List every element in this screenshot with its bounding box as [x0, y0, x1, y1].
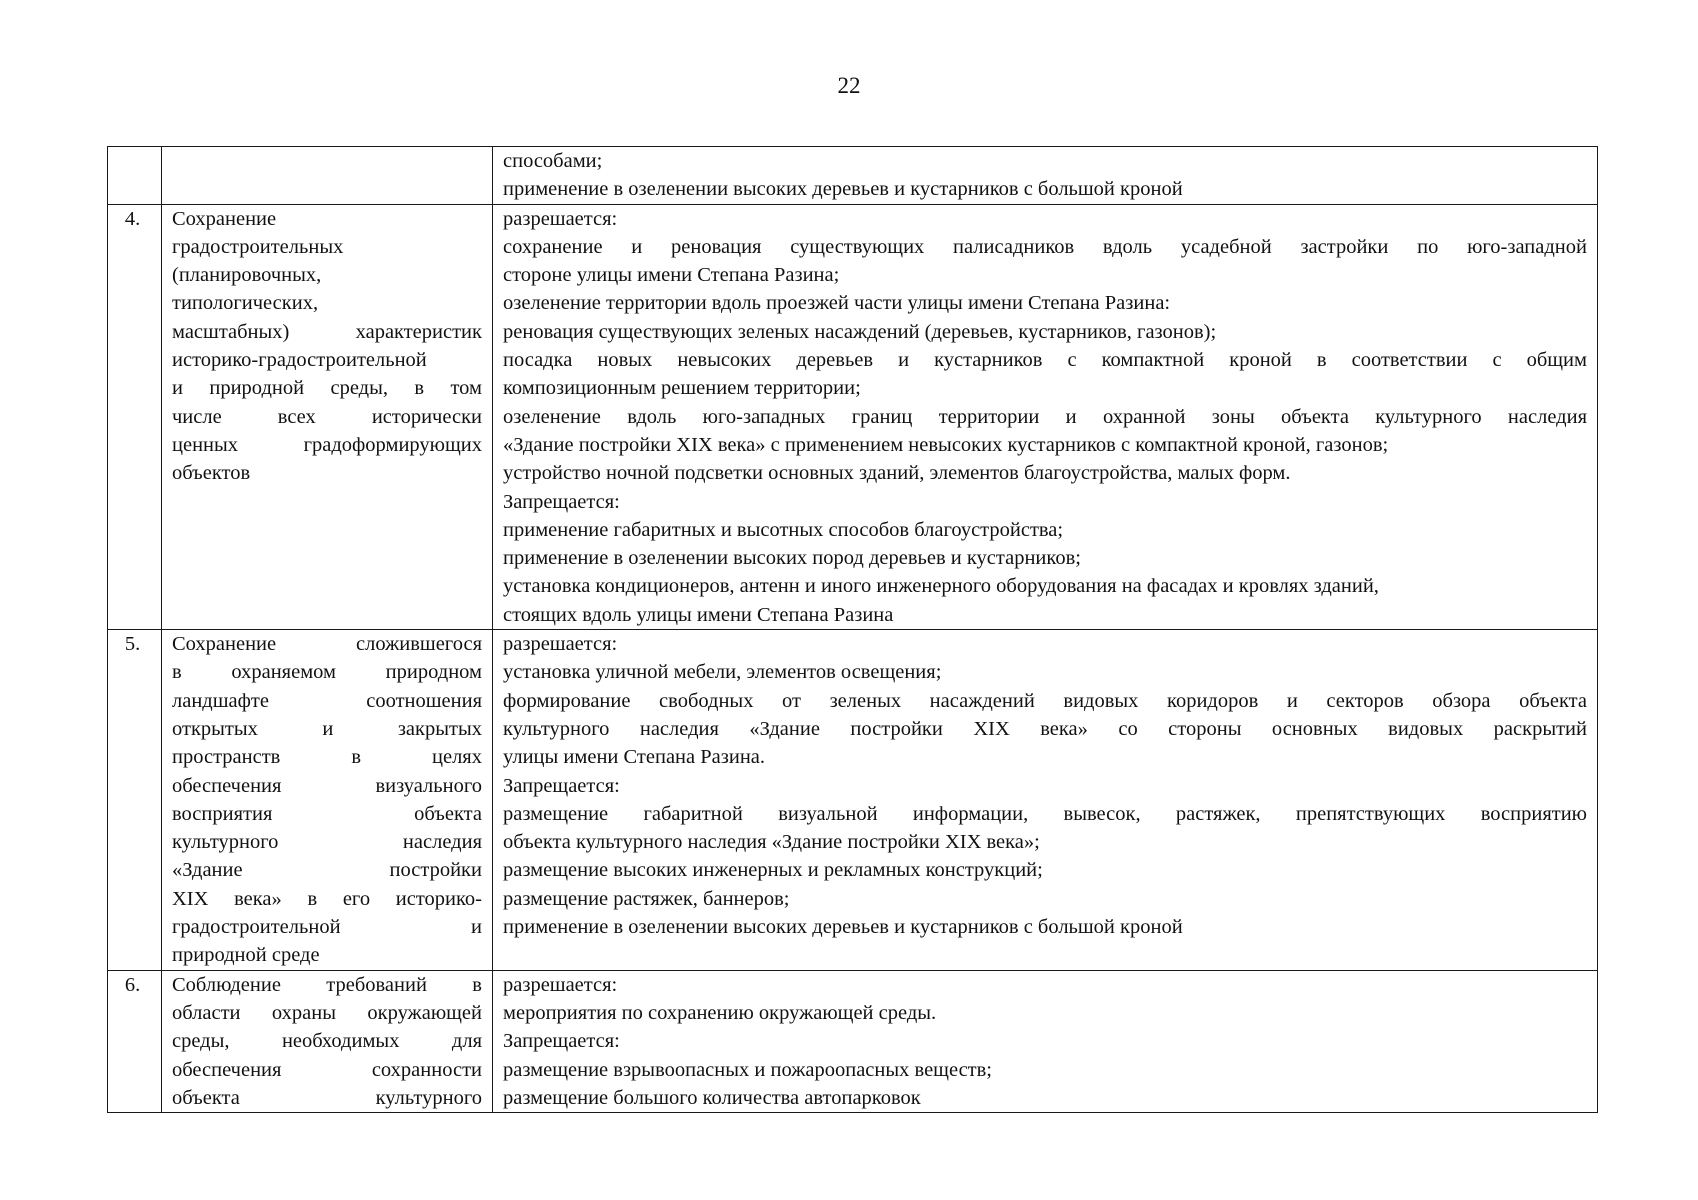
regulation-line: Запрещается:	[503, 490, 620, 513]
requirement-cell	[162, 970, 493, 1112]
requirement-line: ценных градоформирующих	[172, 433, 482, 456]
regulation-line: мероприятия по сохранению окружающей среды.	[503, 1001, 937, 1024]
regulation-line: сохранение и реновация существующих палисадников вдоль усадебной застройки по юго-западной	[503, 235, 1587, 258]
regulation-line: устройство ночной подсветки основных зданий, элементов благоустройства, малых форм.	[503, 462, 1291, 485]
regulation-line: стороне улицы имени Степана Разина;	[503, 264, 840, 287]
regulation-cell	[493, 970, 1598, 1112]
regulation-line: применение в озеленении высоких деревьев и кустарников с большой кроной	[503, 178, 1183, 201]
requirement-line: обеспечения визуального	[172, 774, 482, 797]
table-body	[108, 147, 1598, 1113]
table-row	[108, 204, 1598, 629]
regulation-line: разрешается:	[503, 207, 618, 230]
table-row	[108, 147, 1598, 205]
requirement-line: Сохранение сложившегося	[172, 633, 482, 656]
regulation-line: культурного наследия «Здание постройки XIX века» со стороны основных видовых раскрытий	[503, 717, 1587, 740]
requirement-cell	[162, 204, 493, 629]
requirement-line: обеспечения сохранности	[172, 1058, 482, 1081]
requirement-cell	[162, 630, 493, 971]
requirement-line: ландшафте соотношения	[172, 689, 482, 712]
regulation-line: «Здание постройки XIX века» с применением невысоких кустарников с компактной кроной, газонов;	[503, 433, 1389, 456]
regulation-line: стоящих вдоль улицы имени Степана Разина	[503, 603, 894, 626]
requirement-line: числе всех исторически	[172, 405, 482, 428]
requirement-line: типологических,	[172, 292, 319, 315]
regulation-line: размещение растяжек, баннеров;	[503, 887, 790, 910]
requirement-line: историко-градостроительной	[172, 349, 427, 372]
requirement-line: градостроительной и	[172, 916, 482, 939]
regulation-line: Запрещается:	[503, 774, 620, 797]
requirement-line: открытых и закрытых	[172, 717, 482, 740]
requirement-line: масштабных) характеристик	[172, 320, 482, 343]
requirement-line: «Здание постройки	[172, 859, 482, 882]
requirement-cell	[162, 147, 493, 205]
requirement-line: восприятия объекта	[172, 802, 482, 825]
regulation-line: размещение большого количества автопарковок	[503, 1086, 921, 1109]
regulation-line: посадка новых невысоких деревьев и кустарников с компактной кроной в соответствии с общим	[503, 349, 1587, 372]
regulation-line: разрешается:	[503, 633, 618, 656]
requirement-line: объектов	[172, 462, 251, 485]
requirement-line: Сохранение	[172, 207, 277, 230]
regulation-line: установка кондиционеров, антенн и иного инженерного оборудования на фасадах и кровлях зданий,	[503, 575, 1379, 598]
regulation-line: разрешается:	[503, 973, 618, 996]
regulation-line: способами;	[503, 150, 603, 172]
regulation-line: озеленение территории вдоль проезжей части улицы имени Степана Разина:	[503, 292, 1171, 315]
requirement-line: XIX века» в его историко-	[172, 887, 482, 910]
regulation-line: Запрещается:	[503, 1030, 620, 1053]
regulation-cell	[493, 204, 1598, 629]
regulation-line: озеленение вдоль юго-западных границ территории и охранной зоны объекта культурного наследия	[503, 405, 1587, 428]
requirement-line: среды, необходимых для	[172, 1030, 482, 1053]
regulation-line: установка уличной мебели, элементов освещения;	[503, 661, 942, 684]
regulation-line: реновация существующих зеленых насаждений (деревьев, кустарников, газонов);	[503, 320, 1217, 343]
regulation-line: применение в озеленении высоких деревьев и кустарников с большой кроной	[503, 916, 1183, 939]
requirement-line: в охраняемом природном	[172, 661, 482, 684]
regulation-cell	[493, 147, 1598, 205]
row-number: 5.	[108, 630, 162, 971]
row-number: 6.	[108, 970, 162, 1112]
regulation-line: размещение габаритной визуальной информации, вывесок, растяжек, препятствующих восприятию	[503, 802, 1587, 825]
requirement-line: градостроительных	[172, 235, 344, 258]
table-row	[108, 630, 1598, 971]
requirement-line: пространств в целях	[172, 746, 482, 769]
regulation-line: применение габаритных и высотных способов благоустройства;	[503, 518, 1064, 541]
page-number: 22	[837, 73, 861, 98]
row-number: 4.	[108, 204, 162, 629]
table-row	[108, 970, 1598, 1112]
row-number	[108, 147, 162, 205]
regulation-line: композиционным решением территории;	[503, 377, 861, 400]
regulation-line: улицы имени Степана Разина.	[503, 746, 766, 769]
requirement-line: и природной среды, в том	[172, 377, 482, 400]
regulation-line: размещение взрывоопасных и пожароопасных веществ;	[503, 1058, 992, 1081]
regulation-cell	[493, 630, 1598, 971]
requirement-line: объекта культурного	[172, 1086, 482, 1109]
regulation-line: применение в озеленении высоких пород деревьев и кустарников;	[503, 547, 1081, 570]
requirement-line: (планировочных,	[172, 264, 322, 287]
requirement-line: природной среде	[172, 944, 320, 967]
regulations-table	[107, 146, 1598, 1113]
requirement-line: Соблюдение требований в	[172, 973, 482, 996]
requirement-line: культурного наследия	[172, 831, 482, 854]
regulation-line: объекта культурного наследия «Здание постройки XIX века»;	[503, 831, 1040, 854]
regulation-line: размещение высоких инженерных и рекламных конструкций;	[503, 859, 1043, 882]
regulation-line: формирование свободных от зеленых насаждений видовых коридоров и секторов обзора объекта	[503, 689, 1587, 712]
requirement-line: области охраны окружающей	[172, 1001, 482, 1024]
